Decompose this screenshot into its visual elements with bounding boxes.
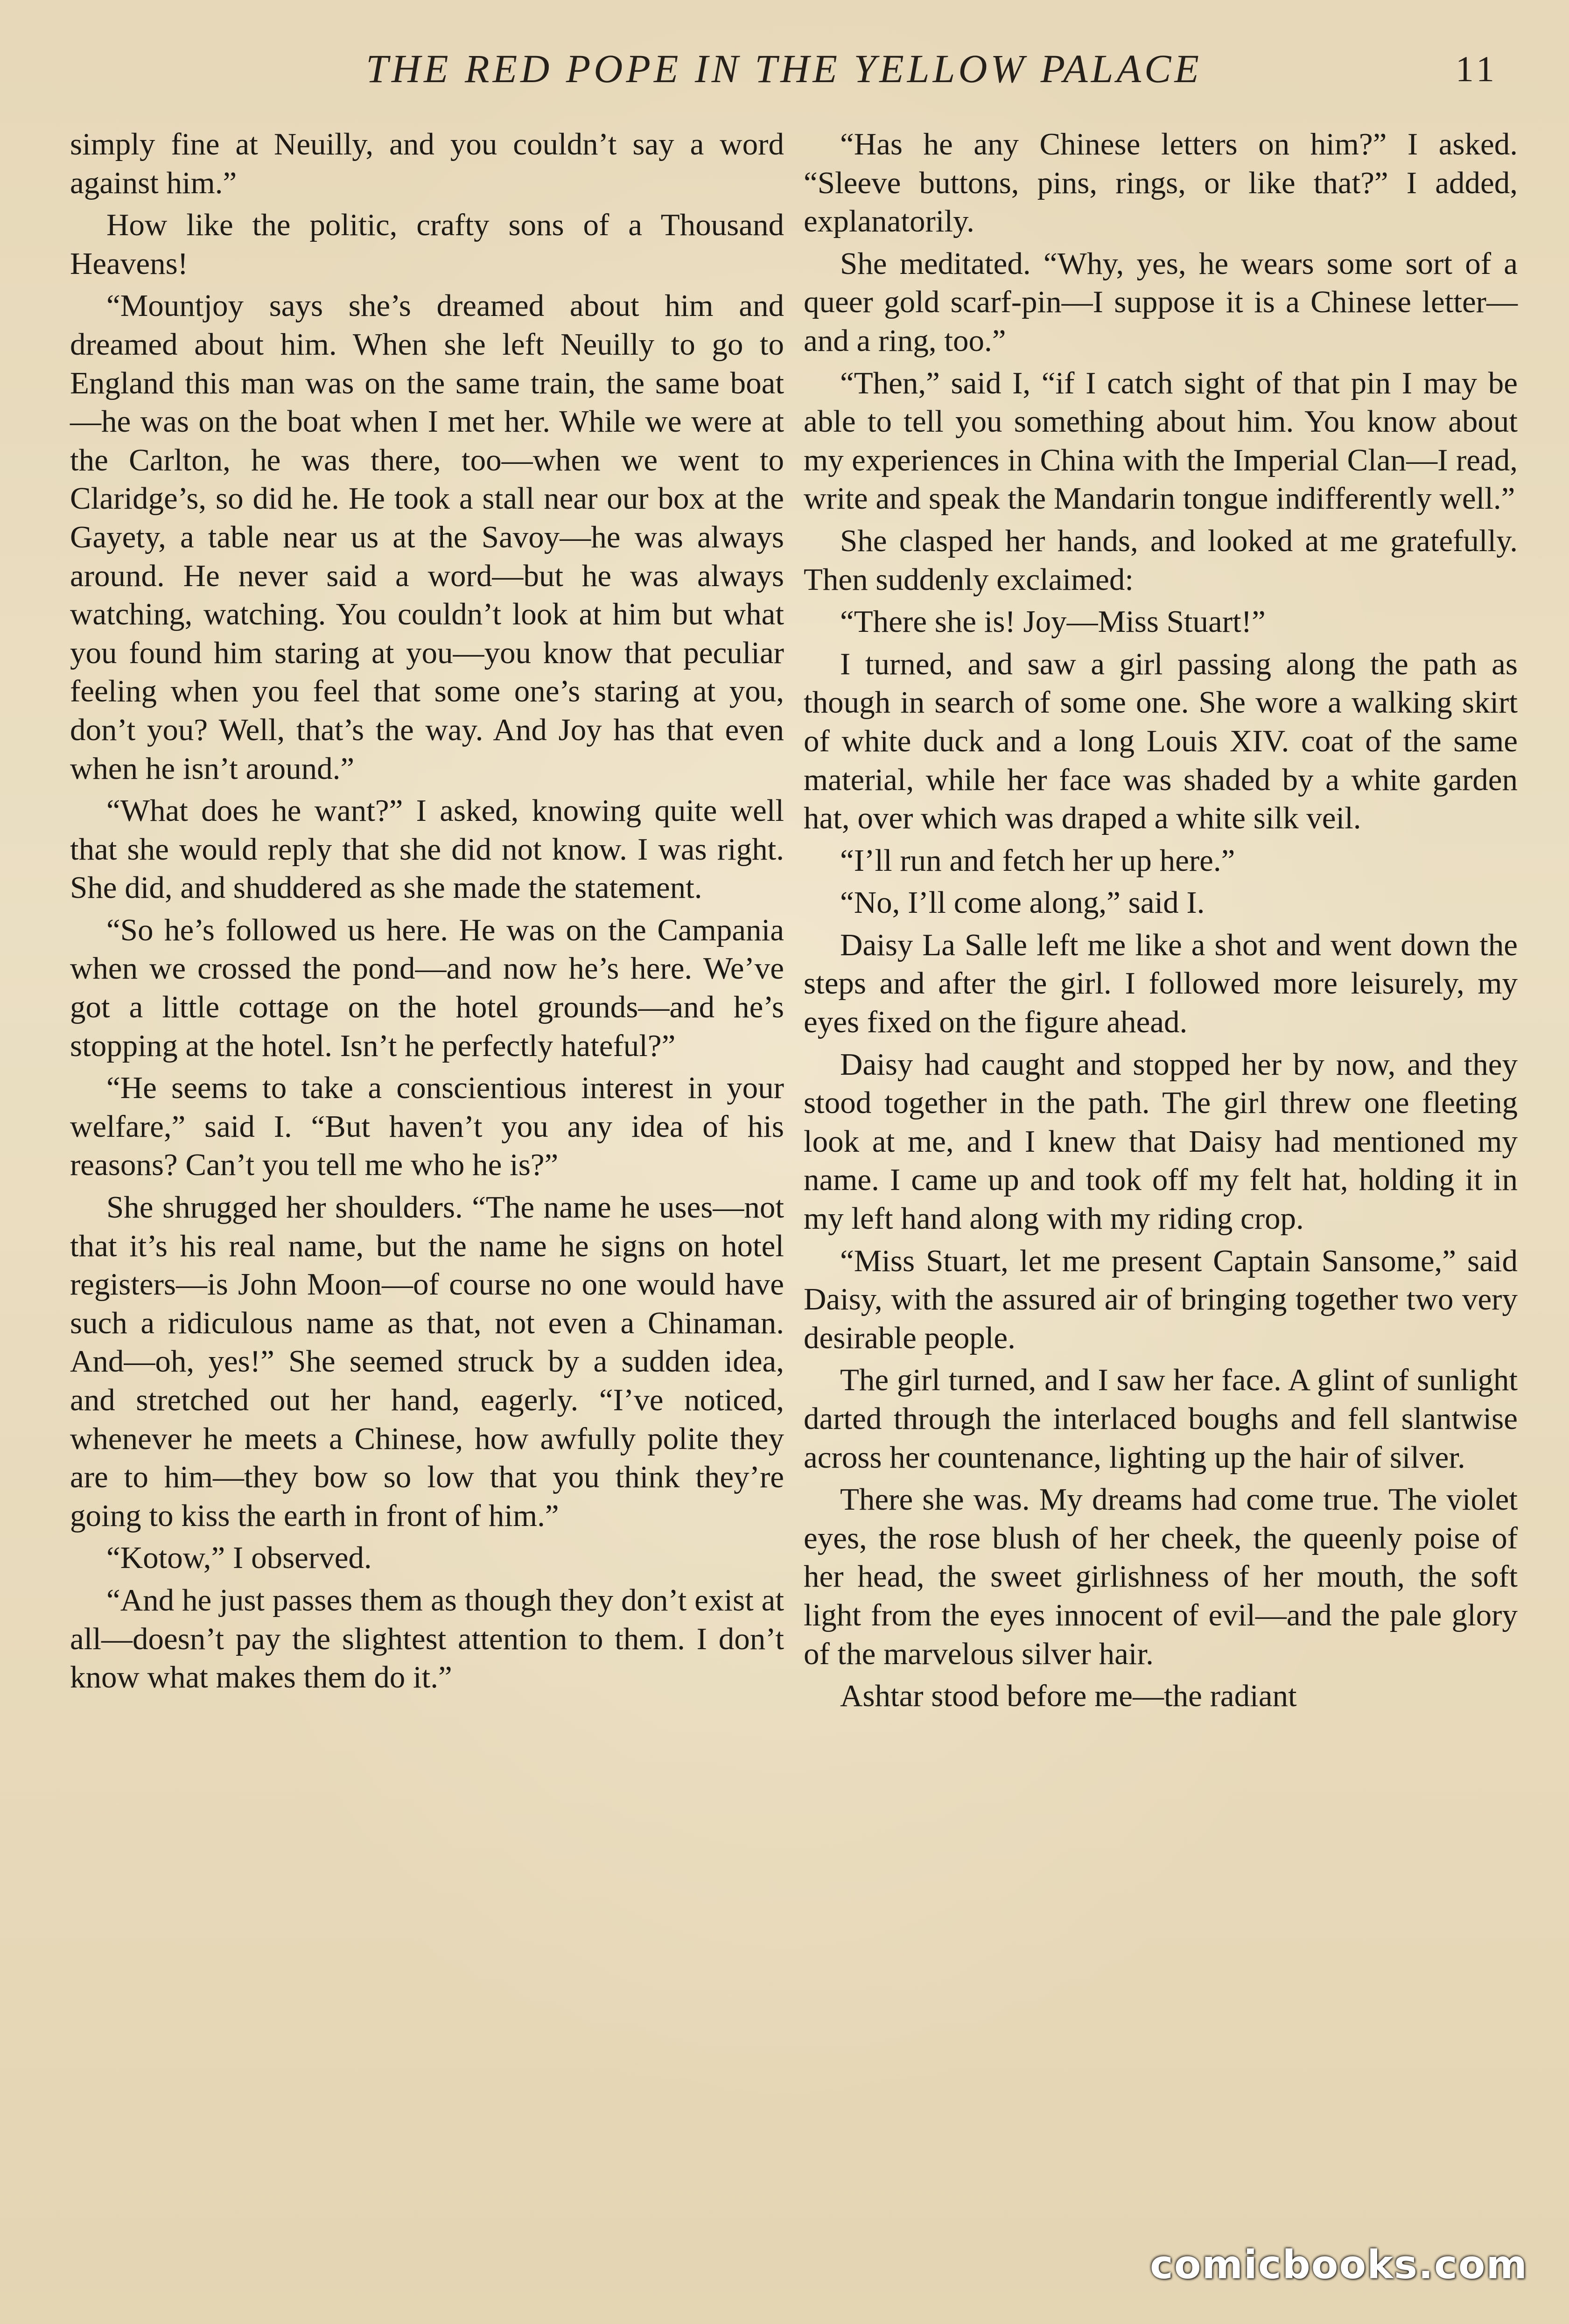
paragraph: Ashtar stood before me—the radiant <box>840 1679 1297 1714</box>
paragraph: “Mountjoy says she’s dreamed about him and dreamed about him. When she left Neuilly to go to England this man was on the same train, the same boat—he was on the boat when I met her. While we were at the Carlton, he was there, too—when we went to Claridge’s, so did he. He took a stall near our box at the Gayety, a table near us at the Savoy—he was always around. He never said a word—but he was always watching, watching. You couldn’t look at him but what you found him staring at you—you know that peculiar feeling when you feel that some one’s staring at you, don’t you? Well, that’s the way. And Joy has that even when he isn’t around.” <box>70 288 784 786</box>
page-number: 11 <box>1455 49 1498 89</box>
paragraph: “Miss Stuart, let me present Captain Sansome,” said Daisy, with the assured air of bringing together two very desirable people. <box>804 1243 1518 1355</box>
left-column <box>70 125 784 1701</box>
paragraph: “What does he want?” I asked, knowing quite well that she would reply that she did not know. I was right. She did, and shuddered as she made the statement. <box>70 793 784 905</box>
paragraph: simply fine at Neuilly, and you couldn’t say a word against him.” <box>70 127 784 200</box>
paragraph: There she was. My dreams had come true. The violet eyes, the rose blush of her cheek, the queenly poise of her head, the sweet girlishness of her mouth, the soft light from the eyes innocent of evil—and the pale glory of the marvelous silver hair. <box>804 1482 1518 1671</box>
paragraph: “He seems to take a conscientious interest in your welfare,” said I. “But haven’t you any idea of his reasons? Can’t you tell me who he is?” <box>70 1071 784 1183</box>
paragraph: Daisy had caught and stopped her by now, and they stood together in the path. The girl threw one fleeting look at me, and I knew that Daisy had mentioned my name. I came up and took off my felt hat, holding it in my left hand along with my riding crop. <box>804 1047 1518 1236</box>
paragraph: She clasped her hands, and looked at me gratefully. Then suddenly exclaimed: <box>804 523 1518 597</box>
paragraph: “Kotow,” I observed. <box>106 1540 372 1575</box>
paragraph: She meditated. “Why, yes, he wears some sort of a queer gold scarf-pin—I suppose it is a Chinese letter—and a ring, too.” <box>804 246 1518 358</box>
paragraph: “Has he any Chinese letters on him?” I asked. “Sleeve buttons, pins, rings, or like that?” I added, explanatorily. <box>804 127 1518 239</box>
page-header <box>70 43 1498 104</box>
right-column <box>804 125 1518 1719</box>
paragraph: The girl turned, and I saw her face. A glint of sunlight darted through the interlaced boughs and fell slantwise across her countenance, lighting up the hair of silver. <box>804 1363 1518 1475</box>
paragraph: “And he just passes them as though they don’t exist at all—doesn’t pay the slightest attention to them. I don’t know what makes them do it.” <box>70 1582 784 1695</box>
paragraph: She shrugged her shoulders. “The name he uses—not that it’s his real name, but the name he signs on hotel registers—is John Moon—of course no one would have such a ridiculous name as that, not even a Chinaman. And—oh, yes!” She seemed struck by a sudden idea, and stretched out her hand, eagerly. “I’ve noticed, whenever he meets a Chinese, how awfully polite they are to him—they bow so low that you think they’re going to kiss the earth in front of him.” <box>70 1190 784 1533</box>
paragraph: How like the politic, crafty sons of a Thousand Heavens! <box>70 208 784 281</box>
paragraph: “There she is! Joy—Miss Stuart!” <box>840 604 1266 639</box>
paragraph: Daisy La Salle left me like a shot and went down the steps and after the girl. I followed more leisurely, my eyes fixed on the figure ahead. <box>804 927 1518 1040</box>
watermark: comicbooks.com <box>1150 2242 1528 2288</box>
running-title: THE RED POPE IN THE YELLOW PALACE <box>366 46 1202 91</box>
paragraph: “No, I’ll come along,” said I. <box>840 885 1205 920</box>
paragraph: “Then,” said I, “if I catch sight of that pin I may be able to tell you something about him. You know about my experiences in China with the Imperial Clan—I read, write and speak the Mandarin tongue indifferently well.” <box>804 365 1518 516</box>
paragraph: “I’ll run and fetch her up here.” <box>840 843 1235 878</box>
paragraph: “So he’s followed us here. He was on the Campania when we crossed the pond—and now he’s here. We’ve got a little cottage on the hotel grounds—and he’s stopping at the hotel. Isn’t he perfectly hateful?” <box>70 912 784 1063</box>
paragraph: I turned, and saw a girl passing along the path as though in search of some one. She wore a walking skirt of white duck and a long Louis XIV. coat of the same material, while her face was shaded by a white garden hat, over which was draped a white silk veil. <box>804 646 1518 836</box>
